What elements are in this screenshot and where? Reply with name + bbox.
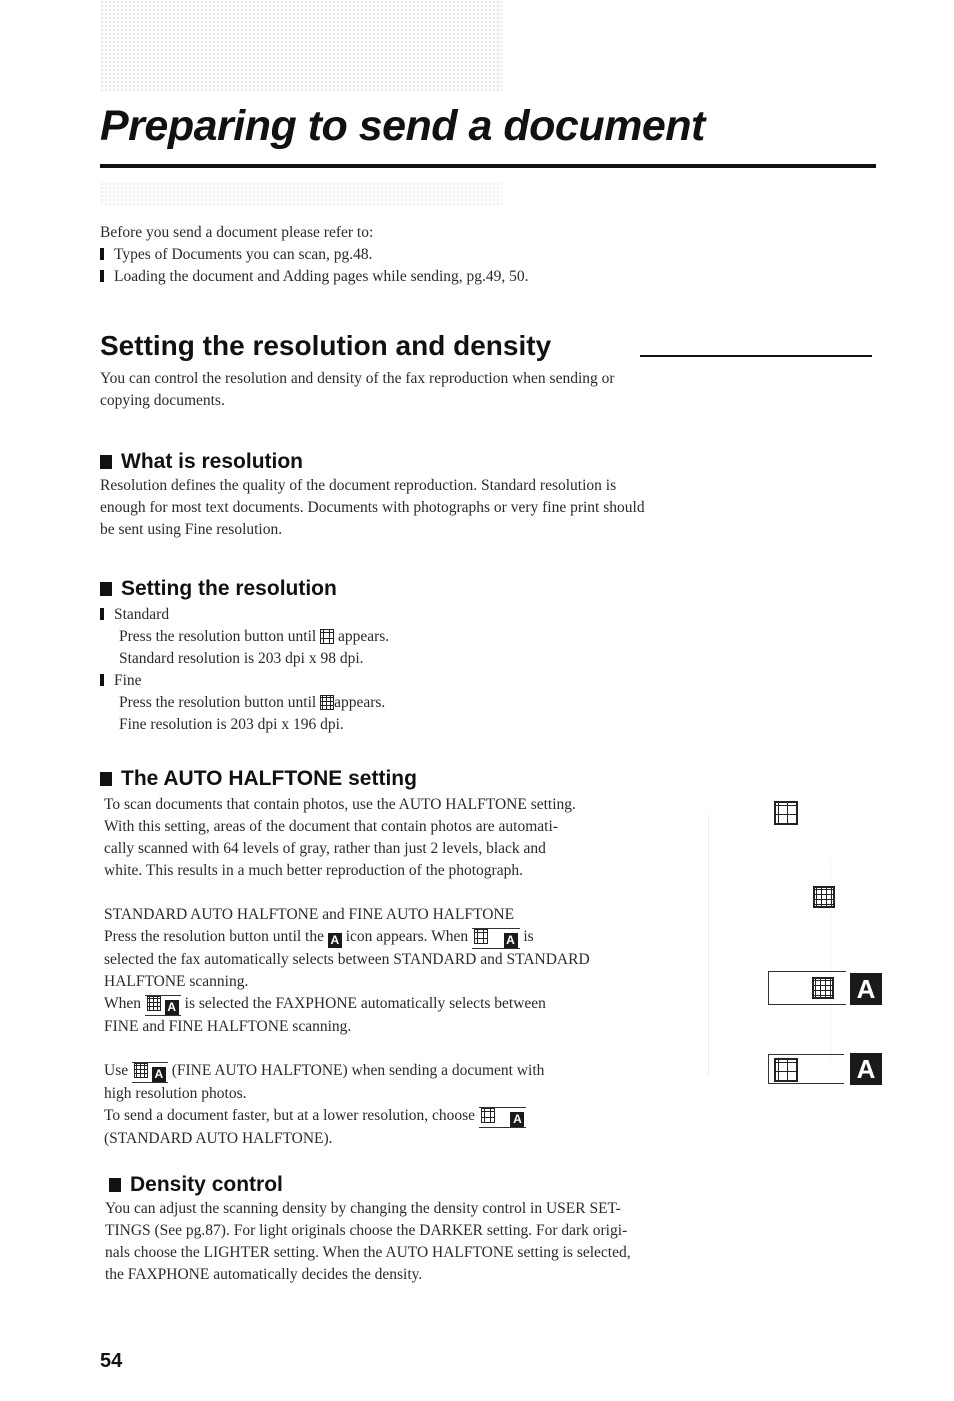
fine-resolution-icon: [813, 886, 835, 908]
body-line: be sent using Fine resolution.: [100, 521, 283, 538]
body-line: Resolution defines the quality of the document reproduction. Standard resolution is: [100, 477, 617, 494]
body-line: enough for most text documents. Documents with photographs or very fine print should: [100, 499, 645, 516]
standard-resolution-icon: [774, 1058, 798, 1082]
body-line: white. This results in a much better reproduction of the photograph.: [104, 862, 523, 879]
setting-resolution-heading: [100, 576, 337, 602]
body-line: You can adjust the scanning density by changing the density control in USER SET-: [105, 1200, 621, 1217]
side-guide-line: [708, 815, 709, 1075]
body-line: cally scanned with 64 levels of gray, rather than just 2 levels, black and: [104, 840, 546, 857]
what-is-resolution-heading: [100, 449, 303, 475]
text-run: icon appears. When: [345, 928, 469, 945]
intro-block: [100, 222, 700, 288]
standard-detail: Standard resolution is 203 dpi x 98 dpi.: [119, 650, 364, 667]
heading-square-icon: [109, 1178, 121, 1192]
fine-label: Fine: [114, 672, 142, 689]
section-intro-line: You can control the resolution and density of the fax reproduction when sending or: [100, 370, 615, 387]
auto-halftone-icon: A: [152, 1067, 166, 1082]
fine-resolution-icon: [812, 977, 834, 999]
standard-resolution-icon: [774, 801, 798, 825]
heading-text: What is resolution: [121, 450, 304, 473]
auto-halftone-icon: A: [850, 1053, 882, 1085]
body-line: high resolution photos.: [104, 1085, 247, 1102]
body-line: nals choose the LIGHTER setting. When the AUTO HALFTONE setting is selected,: [105, 1244, 631, 1261]
intro-ref-text: Types of Documents you can scan, pg.48.: [114, 246, 373, 263]
heading-square-icon: [100, 455, 112, 469]
body-line: [104, 1060, 634, 1083]
instruction-text: Press the resolution button until: [119, 628, 317, 645]
standard-instruction: [100, 626, 720, 648]
standard-label: Standard: [114, 606, 170, 623]
fine-detail: Fine resolution is 203 dpi x 196 dpi.: [119, 716, 344, 733]
standard-resolution-icon: [474, 929, 488, 944]
instruction-text: appears.: [337, 628, 390, 645]
text-run: is: [523, 928, 534, 945]
what-is-resolution-body: [100, 475, 720, 541]
auto-halftone-body: [104, 794, 634, 1150]
body-line: FINE and FINE HALFTONE scanning.: [104, 1018, 352, 1035]
body-line: [104, 926, 634, 949]
sub-texture: [100, 182, 502, 206]
heading-square-icon: [100, 772, 112, 786]
fine-auto-halftone-display: [768, 971, 846, 1005]
fine-resolution-icon: [320, 695, 334, 710]
body-line: HALFTONE scanning.: [104, 973, 249, 990]
heading-text: Setting the resolution: [121, 577, 337, 600]
text-run: Use: [104, 1062, 129, 1079]
density-heading: [109, 1172, 283, 1198]
auto-halftone-heading: [100, 766, 417, 792]
selection-indicator: [479, 1107, 527, 1128]
auto-halftone-icon: A: [510, 1112, 524, 1127]
fine-resolution-icon: [147, 996, 161, 1011]
selection-indicator: [472, 928, 520, 949]
density-body: [105, 1198, 725, 1286]
spacer: [104, 882, 634, 904]
auto-halftone-icon: A: [165, 1000, 179, 1015]
auto-halftone-icon: A: [850, 973, 882, 1005]
body-line: With this setting, areas of the document that contain photos are automati-: [104, 818, 558, 835]
instruction-text: Press the resolution button until: [119, 694, 317, 711]
section-rule: [640, 355, 872, 357]
header-texture: [100, 0, 502, 92]
bullet-marker: [100, 674, 104, 686]
fine-item: [100, 670, 720, 692]
section-intro-line: copying documents.: [100, 392, 225, 409]
intro-ref-text: Loading the document and Adding pages while sending, pg.49, 50.: [114, 268, 529, 285]
heading-square-icon: [100, 582, 112, 596]
body-line: the FAXPHONE automatically decides the density.: [105, 1266, 423, 1283]
text-run: When: [104, 995, 142, 1012]
text-run: To send a document faster, but at a lower resolution, choose: [104, 1107, 476, 1124]
intro-lead: Before you send a document please refer to:: [100, 224, 374, 241]
fine-instruction: [100, 692, 720, 714]
setting-resolution-body: [100, 604, 720, 736]
body-line: (STANDARD AUTO HALFTONE).: [104, 1130, 333, 1147]
bullet-marker: [100, 248, 104, 260]
intro-ref-item: [100, 266, 700, 288]
text-run: (FINE AUTO HALFTONE) when sending a document with: [171, 1062, 545, 1079]
halftone-subhead: STANDARD AUTO HALFTONE and FINE AUTO HALFTONE: [104, 906, 515, 923]
intro-ref-item: [100, 244, 700, 266]
section-intro: [100, 368, 720, 412]
page-number: 54: [100, 1350, 123, 1372]
page-title: Preparing to send a document: [100, 102, 705, 150]
section-heading: Setting the resolution and density: [100, 330, 552, 361]
auto-halftone-icon: A: [328, 933, 342, 948]
selection-indicator: [145, 995, 181, 1016]
text-run: is selected the FAXPHONE automatically selects between: [184, 995, 546, 1012]
heading-text: Density control: [130, 1173, 283, 1196]
instruction-text: appears.: [334, 694, 386, 711]
body-line: [104, 993, 634, 1016]
spacer: [104, 1038, 634, 1060]
bullet-marker: [100, 608, 104, 620]
body-line: TINGS (See pg.87). For light originals choose the DARKER setting. For dark origi-: [105, 1222, 628, 1239]
body-line: selected the fax automatically selects between STANDARD and STANDARD: [104, 951, 590, 968]
fine-resolution-icon: [134, 1063, 148, 1078]
auto-halftone-icon: A: [504, 933, 518, 948]
selection-indicator: [132, 1062, 168, 1083]
bullet-marker: [100, 270, 104, 282]
standard-resolution-icon: [320, 629, 334, 644]
standard-item: [100, 604, 720, 626]
text-run: Press the resolution button until the: [104, 928, 324, 945]
title-rule: [100, 164, 876, 168]
heading-text: The AUTO HALFTONE setting: [121, 767, 417, 790]
body-line: [104, 1105, 634, 1128]
body-line: To scan documents that contain photos, use the AUTO HALFTONE setting.: [104, 796, 576, 813]
standard-resolution-icon: [481, 1108, 495, 1123]
